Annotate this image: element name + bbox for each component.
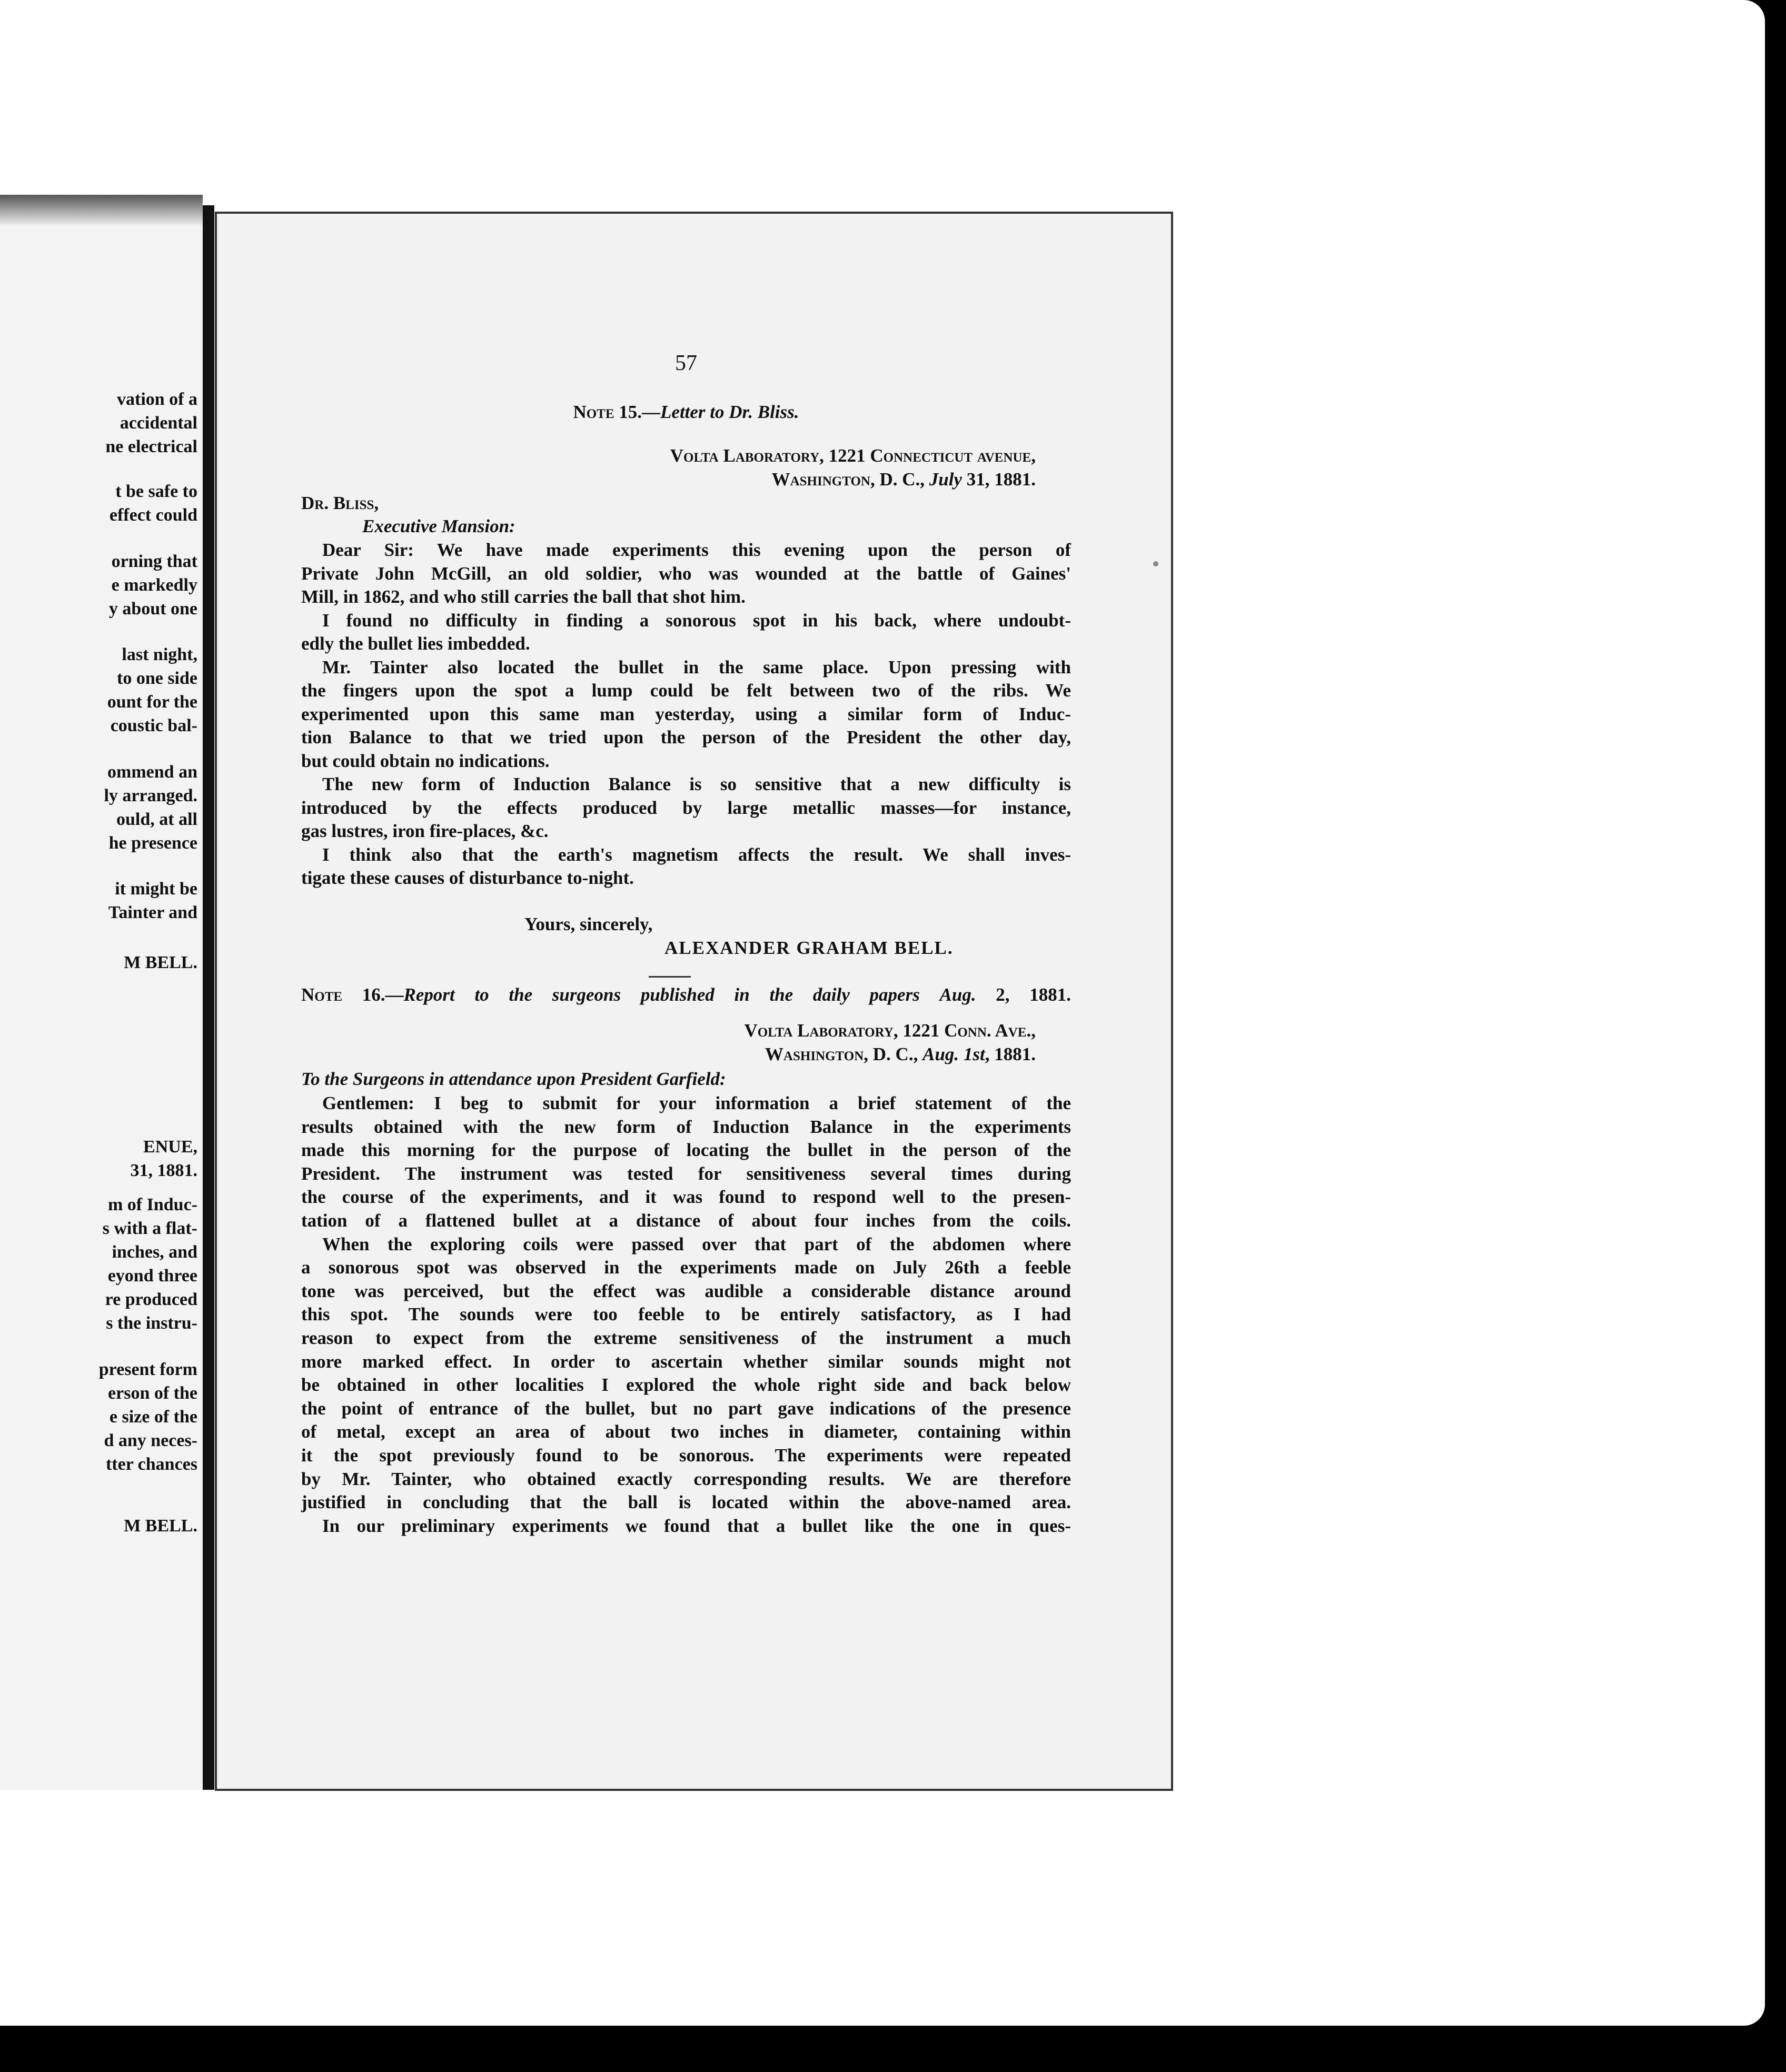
left-page-line: 31, 1881. xyxy=(130,1161,197,1180)
left-page-line: M BELL. xyxy=(124,1516,197,1536)
note16-body-line: tation of a flattened bullet at a distance of about four inches from the coils. xyxy=(301,1210,1071,1231)
note15-body-line: The new form of Induction Balance is so sensitive that a new difficulty is xyxy=(322,774,1071,794)
left-page-line: s the instru- xyxy=(106,1313,197,1333)
note16-body-line: of metal, except an area of about two inches in diameter, containing within xyxy=(301,1421,1071,1442)
note15-salutation-name: Dr. Bliss, xyxy=(301,493,379,513)
note16-body-line: In our preliminary experiments we found that a bullet like the one in ques- xyxy=(322,1515,1071,1536)
note16-body-line: the course of the experiments, and it was found to respond well to the presen- xyxy=(301,1187,1071,1208)
note15-body-line: Private John McGill, an old soldier, who was wounded at the battle of Gaines' xyxy=(301,563,1071,584)
note15-title: Letter to Dr. Bliss. xyxy=(660,402,799,422)
note16-body-line: justified in concluding that the ball is located within the above-named area. xyxy=(301,1492,1071,1513)
note15-body-line: but could obtain no indications. xyxy=(301,750,550,771)
note16-address-1 xyxy=(301,1019,1036,1043)
left-page-line: accidental xyxy=(120,413,197,433)
note16-year: , 1881. xyxy=(985,1044,1036,1064)
left-page-line: e size of the xyxy=(109,1407,197,1427)
note15-body-line: edly the bullet lies imbedded. xyxy=(301,633,530,654)
left-page-line: tter chances xyxy=(105,1455,197,1474)
left-page-line: ne electrical xyxy=(105,437,197,456)
note15-address-text: Volta Laboratory, 1221 Connecticut avenue, xyxy=(670,445,1036,466)
note15-body-line: tion Balance to that we tried upon the person of the President the other day, xyxy=(301,727,1071,748)
note16-body-line: more marked effect. In order to ascertain whether similar sounds might not xyxy=(301,1351,1071,1372)
note15-body-line: the fingers upon the spot a lump could be felt between two of the ribs. We xyxy=(301,680,1071,701)
note16-label: Note 16.— xyxy=(301,984,404,1005)
left-page-line: m of Induc- xyxy=(107,1195,197,1214)
note16-body-line: it the spot previously found to be sonorous. The experiments were repeated xyxy=(301,1445,1071,1466)
note15-date: July xyxy=(929,469,962,490)
note16-body-line: a sonorous spot was observed in the experiments made on July 26th a feeble xyxy=(301,1257,1071,1278)
left-page-line: d any neces- xyxy=(104,1431,197,1450)
left-page-line: ENUE, xyxy=(143,1137,197,1157)
left-page-line: coustic bal- xyxy=(110,716,197,735)
left-page-line: eyond three xyxy=(107,1266,197,1286)
note16-heading xyxy=(301,983,1071,1007)
left-page-line: M BELL. xyxy=(124,953,197,972)
page-shadow xyxy=(0,195,203,226)
left-page-line: inches, and xyxy=(112,1242,197,1262)
note15-year: 31, 1881. xyxy=(962,469,1036,490)
note16-heading-date: 2, 1881. xyxy=(976,984,1071,1005)
note15-body-line: I think also that the earth's magnetism affects the result. We shall inves- xyxy=(322,844,1071,865)
note16-address-2 xyxy=(301,1043,1036,1067)
note15-body-line: Mill, in 1862, and who still carries the ball that shot him. xyxy=(301,586,746,607)
left-page-line: ommend an xyxy=(107,762,197,782)
section-rule xyxy=(649,976,691,978)
left-page-fragment xyxy=(0,195,203,1790)
note16-body-line: tone was perceived, but the effect was audible a considerable distance around xyxy=(301,1280,1071,1301)
note15-closing: Yours, sincerely, xyxy=(524,914,653,934)
left-page-line: vation of a xyxy=(117,390,197,409)
note15-signature: ALEXANDER GRAHAM BELL. xyxy=(664,938,954,958)
note15-label: Note 15.— xyxy=(573,402,661,422)
note16-body-line: be obtained in other localities I explored the whole right side and back below xyxy=(301,1374,1071,1396)
note15-address-2 xyxy=(301,468,1036,492)
note16-body-line: reason to expect from the extreme sensitiveness of the instrument a much xyxy=(301,1328,1071,1348)
book-spine xyxy=(203,205,214,1790)
note16-title: Report to the surgeons published in the daily papers xyxy=(403,984,920,1005)
left-page-line: he presence xyxy=(108,833,197,853)
note15-place: Washington, D. C., xyxy=(771,469,929,490)
left-page-line: ould, at all xyxy=(116,810,197,829)
note15-body-line: gas lustres, iron fire-places, &c. xyxy=(301,821,549,841)
note16-address-text: Volta Laboratory, 1221 Conn. Ave., xyxy=(744,1020,1036,1041)
note16-body-line: results obtained with the new form of Induction Balance in the experiments xyxy=(301,1116,1071,1137)
left-page-line: orning that xyxy=(111,552,197,571)
left-page-line: it might be xyxy=(115,879,197,899)
left-page-line: y about one xyxy=(108,599,197,619)
note16-body-line: Gentlemen: I beg to submit for your information a brief statement of the xyxy=(322,1093,1071,1113)
note15-salutation-place: Executive Mansion: xyxy=(362,516,515,536)
note15-body-line: experimented upon this same man yesterday, using a similar form of Induc- xyxy=(301,703,1071,724)
note16-date: Aug. 1st xyxy=(922,1044,985,1064)
note16-heading-month: Aug. xyxy=(939,984,976,1005)
note15-body-line: tigate these causes of disturbance to-night. xyxy=(301,868,634,888)
left-page-line: e markedly xyxy=(111,575,197,595)
left-page-line: Tainter and xyxy=(108,903,197,922)
left-page-line: ount for the xyxy=(107,692,197,712)
left-page-line: s with a flat- xyxy=(102,1219,197,1238)
note15-address-1 xyxy=(301,444,1036,468)
note15-body-line: Mr. Tainter also located the bullet in the same place. Upon pressing with xyxy=(322,656,1071,678)
page-number: 57 xyxy=(675,351,697,375)
note16-body-line: President. The instrument was tested for sensitiveness several times during xyxy=(301,1163,1071,1184)
note16-body-line: made this morning for the purpose of locating the bullet in the person of the xyxy=(301,1140,1071,1161)
note16-body-line: When the exploring coils were passed over that part of the abdomen where xyxy=(322,1233,1071,1254)
note16-body-line: this spot. The sounds were too feeble to be entirely satisfactory, as I had xyxy=(301,1304,1071,1325)
left-page-line: ly arranged. xyxy=(104,786,197,805)
left-page-line: t be safe to xyxy=(115,482,197,501)
left-page-line: present form xyxy=(98,1360,197,1379)
note16-addressee: To the Surgeons in attendance upon President Garfield: xyxy=(301,1069,726,1089)
note15-body-line: introduced by the effects produced by large metallic masses—for instance, xyxy=(301,797,1071,818)
note16-body-line: by Mr. Tainter, who obtained exactly corresponding results. We are therefore xyxy=(301,1468,1071,1489)
note16-place: Washington, D. C., xyxy=(765,1044,923,1064)
note15-heading xyxy=(301,401,1071,424)
note15-body-line: Dear Sir: We have made experiments this evening upon the person of xyxy=(322,540,1071,560)
left-page-line: last night, xyxy=(122,645,197,664)
right-page xyxy=(215,212,1173,1791)
page-speck xyxy=(1153,561,1158,566)
left-page-line: re produced xyxy=(105,1290,197,1309)
left-page-line: to one side xyxy=(117,669,197,688)
left-page-line: effect could xyxy=(109,505,197,525)
note15-body-line: I found no difficulty in finding a sonorous spot in his back, where undoubt- xyxy=(322,610,1071,631)
note16-body-line: the point of entrance of the bullet, but no part gave indications of the presence xyxy=(301,1398,1071,1419)
left-page-line: erson of the xyxy=(108,1383,197,1403)
